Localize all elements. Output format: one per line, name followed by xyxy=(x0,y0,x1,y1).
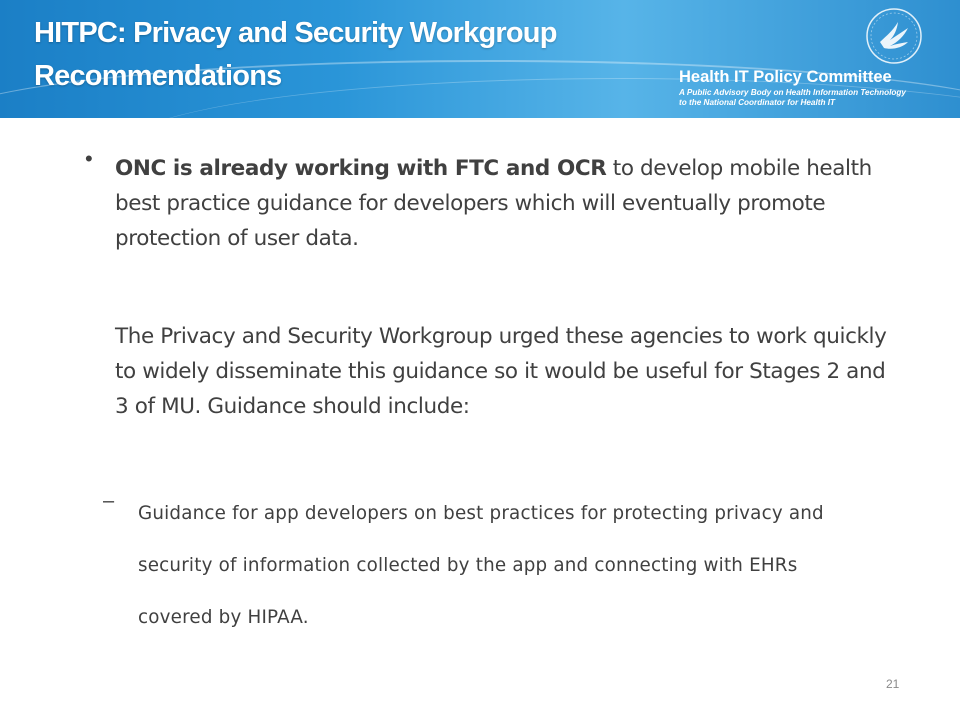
slide-title-line: Recommendations xyxy=(34,60,282,92)
logo-name: Health IT Policy Committee xyxy=(679,68,892,86)
bullet-paragraph xyxy=(115,151,895,256)
hhs-eagle-seal-icon xyxy=(864,6,924,66)
bullet-icon: • xyxy=(85,146,93,171)
slide-header xyxy=(0,0,960,118)
logo-tagline-line: to the National Coordinator for Health IT xyxy=(679,98,836,107)
slide-title xyxy=(34,12,634,98)
sub-bullet-text: Guidance for app developers on best practices for protecting privacy and security of information collected by the app and connecting with EHRs covered by HIPAA. xyxy=(138,503,824,628)
paragraph-workgroup: The Privacy and Security Workgroup urged these agencies to work quickly to widely disseminate this guidance so it would be useful for Stages 2 and 3 of MU. Guidance should include: xyxy=(115,324,887,419)
logo-tagline-line: A Public Advisory Body on Health Information Technology xyxy=(679,88,906,97)
bullet-bold-lead: ONC is already working with FTC and OCR xyxy=(115,156,607,181)
slide-title-line: HITPC: Privacy and Security Workgroup xyxy=(34,17,557,49)
logo-tagline xyxy=(679,88,906,108)
dash-bullet-icon: – xyxy=(103,490,115,512)
page-number: 21 xyxy=(886,677,900,691)
bullet-text: to develop mobile health best practice guidance for developers which will eventually promote protection of user data. xyxy=(115,156,872,251)
